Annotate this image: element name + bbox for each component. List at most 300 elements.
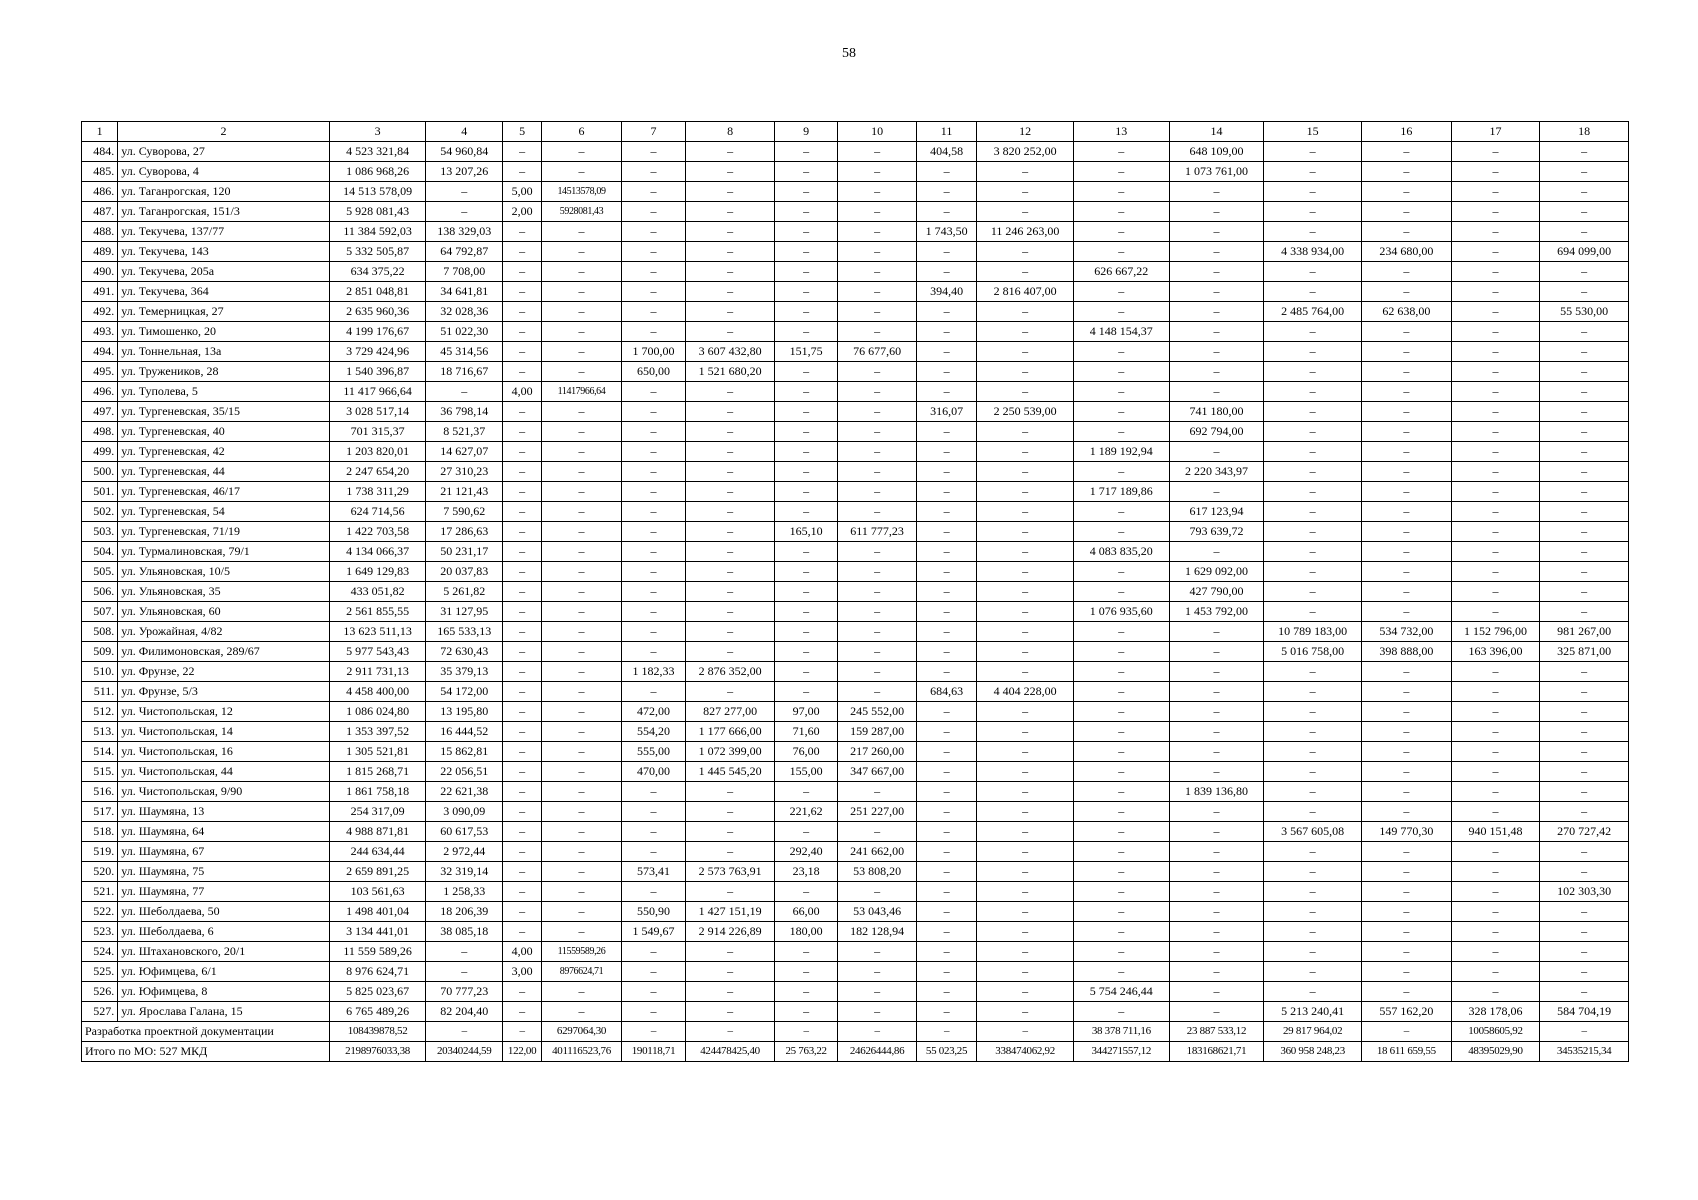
- value-cell: –: [542, 782, 622, 802]
- value-cell: 71,60: [774, 722, 837, 742]
- value-cell: 11 559 589,26: [329, 942, 426, 962]
- value-cell: –: [1362, 142, 1452, 162]
- table-row: [82, 662, 1629, 682]
- value-cell: –: [1362, 902, 1452, 922]
- value-cell: –: [542, 482, 622, 502]
- value-cell: –: [1362, 862, 1452, 882]
- value-cell: –: [1540, 422, 1629, 442]
- value-cell: 5 261,82: [426, 582, 503, 602]
- summary-value: –: [977, 1022, 1074, 1042]
- value-cell: –: [1264, 662, 1362, 682]
- value-cell: –: [1540, 702, 1629, 722]
- table-row: [82, 742, 1629, 762]
- value-cell: –: [916, 382, 976, 402]
- value-cell: –: [502, 882, 541, 902]
- value-cell: –: [1451, 842, 1540, 862]
- value-cell: 617 123,94: [1169, 502, 1264, 522]
- value-cell: –: [774, 282, 837, 302]
- value-cell: –: [1451, 662, 1540, 682]
- value-cell: –: [621, 502, 685, 522]
- value-cell: –: [1073, 162, 1169, 182]
- value-cell: 251 227,00: [838, 802, 917, 822]
- address-cell: ул. Тургеневская, 46/17: [118, 482, 330, 502]
- value-cell: –: [1073, 702, 1169, 722]
- table-row: [82, 642, 1629, 662]
- value-cell: –: [1540, 862, 1629, 882]
- value-cell: 51 022,30: [426, 322, 503, 342]
- row-number: 500.: [82, 462, 118, 482]
- summary-value: 6297064,30: [542, 1022, 622, 1042]
- value-cell: 13 207,26: [426, 162, 503, 182]
- value-cell: –: [542, 862, 622, 882]
- value-cell: –: [1451, 422, 1540, 442]
- value-cell: 433 051,82: [329, 582, 426, 602]
- value-cell: 163 396,00: [1451, 642, 1540, 662]
- value-cell: –: [838, 442, 917, 462]
- value-cell: –: [838, 282, 917, 302]
- column-header: 14: [1169, 122, 1264, 142]
- value-cell: –: [1451, 602, 1540, 622]
- value-cell: 11 384 592,03: [329, 222, 426, 242]
- value-cell: –: [542, 342, 622, 362]
- summary-value: 338474062,92: [977, 1042, 1074, 1062]
- value-cell: –: [1362, 782, 1452, 802]
- value-cell: 634 375,22: [329, 262, 426, 282]
- value-cell: –: [977, 602, 1074, 622]
- value-cell: –: [1169, 642, 1264, 662]
- value-cell: –: [1362, 722, 1452, 742]
- table-row: [82, 802, 1629, 822]
- value-cell: 1 152 796,00: [1451, 622, 1540, 642]
- value-cell: –: [1169, 222, 1264, 242]
- value-cell: –: [1451, 702, 1540, 722]
- value-cell: –: [686, 802, 775, 822]
- value-cell: –: [502, 922, 541, 942]
- column-header: 10: [838, 122, 917, 142]
- value-cell: –: [621, 822, 685, 842]
- value-cell: –: [977, 322, 1074, 342]
- value-cell: –: [1540, 762, 1629, 782]
- value-cell: 8976624,71: [542, 962, 622, 982]
- value-cell: 3 090,09: [426, 802, 503, 822]
- value-cell: –: [1451, 182, 1540, 202]
- value-cell: –: [1362, 202, 1452, 222]
- value-cell: –: [1451, 962, 1540, 982]
- value-cell: 347 667,00: [838, 762, 917, 782]
- table-row: [82, 902, 1629, 922]
- value-cell: –: [1451, 462, 1540, 482]
- value-cell: –: [1451, 482, 1540, 502]
- value-cell: 7 590,62: [426, 502, 503, 522]
- summary-value: 122,00: [502, 1042, 541, 1062]
- value-cell: –: [1362, 962, 1452, 982]
- value-cell: –: [977, 982, 1074, 1002]
- value-cell: 1 427 151,19: [686, 902, 775, 922]
- value-cell: –: [1451, 342, 1540, 362]
- value-cell: –: [916, 982, 976, 1002]
- value-cell: –: [838, 882, 917, 902]
- value-cell: –: [1073, 1002, 1169, 1022]
- value-cell: –: [1264, 722, 1362, 742]
- address-cell: ул. Ульяновская, 10/5: [118, 562, 330, 582]
- value-cell: 1 549,67: [621, 922, 685, 942]
- value-cell: –: [542, 582, 622, 602]
- value-cell: 1 540 396,87: [329, 362, 426, 382]
- value-cell: –: [774, 622, 837, 642]
- value-cell: –: [686, 602, 775, 622]
- value-cell: 18 716,67: [426, 362, 503, 382]
- summary-value: 29 817 964,02: [1264, 1022, 1362, 1042]
- value-cell: 53 808,20: [838, 862, 917, 882]
- row-number: 516.: [82, 782, 118, 802]
- address-cell: ул. Тружеников, 28: [118, 362, 330, 382]
- value-cell: 1 498 401,04: [329, 902, 426, 922]
- row-number: 489.: [82, 242, 118, 262]
- value-cell: 1 861 758,18: [329, 782, 426, 802]
- summary-value: 23 887 533,12: [1169, 1022, 1264, 1042]
- value-cell: 36 798,14: [426, 402, 503, 422]
- value-cell: –: [621, 282, 685, 302]
- value-cell: –: [977, 182, 1074, 202]
- value-cell: –: [1540, 562, 1629, 582]
- value-cell: –: [1073, 402, 1169, 422]
- value-cell: –: [621, 462, 685, 482]
- value-cell: –: [1264, 982, 1362, 1002]
- value-cell: –: [1362, 522, 1452, 542]
- value-cell: –: [1264, 422, 1362, 442]
- table-row: [82, 382, 1629, 402]
- value-cell: –: [774, 602, 837, 622]
- value-cell: 1 445 545,20: [686, 762, 775, 782]
- address-cell: ул. Шаумяна, 75: [118, 862, 330, 882]
- value-cell: –: [774, 962, 837, 982]
- summary-label: Итого по МО: 527 МКД: [82, 1042, 330, 1062]
- value-cell: 940 151,48: [1451, 822, 1540, 842]
- value-cell: –: [1073, 922, 1169, 942]
- value-cell: 182 128,94: [838, 922, 917, 942]
- value-cell: –: [1264, 742, 1362, 762]
- value-cell: –: [621, 442, 685, 462]
- value-cell: –: [542, 322, 622, 342]
- value-cell: 5 213 240,41: [1264, 1002, 1362, 1022]
- value-cell: 76,00: [774, 742, 837, 762]
- value-cell: –: [916, 662, 976, 682]
- value-cell: –: [1169, 202, 1264, 222]
- value-cell: –: [1169, 622, 1264, 642]
- value-cell: –: [1264, 542, 1362, 562]
- value-cell: –: [977, 562, 1074, 582]
- value-cell: –: [621, 262, 685, 282]
- value-cell: –: [502, 342, 541, 362]
- column-header: 6: [542, 122, 622, 142]
- value-cell: –: [1362, 762, 1452, 782]
- value-cell: –: [1169, 662, 1264, 682]
- value-cell: –: [621, 562, 685, 582]
- value-cell: 14 627,07: [426, 442, 503, 462]
- table-row: [82, 862, 1629, 882]
- row-number: 514.: [82, 742, 118, 762]
- table-row: [82, 762, 1629, 782]
- value-cell: –: [774, 142, 837, 162]
- value-cell: –: [1540, 342, 1629, 362]
- value-cell: –: [1451, 382, 1540, 402]
- row-number: 510.: [82, 662, 118, 682]
- value-cell: –: [838, 382, 917, 402]
- value-cell: –: [1362, 442, 1452, 462]
- value-cell: 10 789 183,00: [1264, 622, 1362, 642]
- row-number: 527.: [82, 1002, 118, 1022]
- value-cell: 27 310,23: [426, 462, 503, 482]
- address-cell: ул. Таганрогская, 120: [118, 182, 330, 202]
- value-cell: 234 680,00: [1362, 242, 1452, 262]
- table-row: [82, 142, 1629, 162]
- address-cell: ул. Штахановского, 20/1: [118, 942, 330, 962]
- value-cell: –: [621, 602, 685, 622]
- value-cell: –: [502, 482, 541, 502]
- value-cell: 2 485 764,00: [1264, 302, 1362, 322]
- value-cell: –: [774, 302, 837, 322]
- value-cell: –: [1073, 622, 1169, 642]
- row-number: 492.: [82, 302, 118, 322]
- address-cell: ул. Шаумяна, 13: [118, 802, 330, 822]
- value-cell: –: [542, 642, 622, 662]
- value-cell: –: [977, 902, 1074, 922]
- value-cell: –: [1451, 302, 1540, 322]
- value-cell: 4,00: [502, 942, 541, 962]
- row-number: 511.: [82, 682, 118, 702]
- value-cell: 45 314,56: [426, 342, 503, 362]
- summary-value: 108439878,52: [329, 1022, 426, 1042]
- value-cell: 701 315,37: [329, 422, 426, 442]
- summary-value: 190118,71: [621, 1042, 685, 1062]
- value-cell: –: [774, 782, 837, 802]
- row-number: 485.: [82, 162, 118, 182]
- value-cell: –: [916, 462, 976, 482]
- value-cell: –: [916, 722, 976, 742]
- value-cell: –: [686, 1002, 775, 1022]
- value-cell: –: [542, 302, 622, 322]
- value-cell: –: [1264, 342, 1362, 362]
- value-cell: 626 667,22: [1073, 262, 1169, 282]
- value-cell: –: [977, 802, 1074, 822]
- value-cell: 3 567 605,08: [1264, 822, 1362, 842]
- value-cell: –: [1169, 882, 1264, 902]
- value-cell: –: [977, 642, 1074, 662]
- value-cell: 1 182,33: [621, 662, 685, 682]
- column-header: 1: [82, 122, 118, 142]
- row-number: 497.: [82, 402, 118, 422]
- value-cell: 64 792,87: [426, 242, 503, 262]
- table-row: [82, 162, 1629, 182]
- value-cell: –: [916, 822, 976, 842]
- column-header: 8: [686, 122, 775, 142]
- value-cell: –: [502, 362, 541, 382]
- column-header: 13: [1073, 122, 1169, 142]
- value-cell: –: [1540, 942, 1629, 962]
- column-header: 5: [502, 122, 541, 142]
- value-cell: –: [1540, 282, 1629, 302]
- value-cell: –: [1540, 382, 1629, 402]
- value-cell: –: [621, 382, 685, 402]
- value-cell: –: [1264, 222, 1362, 242]
- value-cell: 555,00: [621, 742, 685, 762]
- value-cell: –: [542, 682, 622, 702]
- row-number: 487.: [82, 202, 118, 222]
- value-cell: 4 338 934,00: [1264, 242, 1362, 262]
- value-cell: –: [1169, 542, 1264, 562]
- value-cell: –: [502, 862, 541, 882]
- value-cell: 2 911 731,13: [329, 662, 426, 682]
- value-cell: –: [621, 642, 685, 662]
- value-cell: –: [1362, 562, 1452, 582]
- value-cell: –: [686, 302, 775, 322]
- value-cell: –: [621, 482, 685, 502]
- value-cell: 4 458 400,00: [329, 682, 426, 702]
- value-cell: –: [542, 282, 622, 302]
- value-cell: –: [1169, 742, 1264, 762]
- table-row: [82, 202, 1629, 222]
- value-cell: 1 839 136,80: [1169, 782, 1264, 802]
- value-cell: 72 630,43: [426, 642, 503, 662]
- address-cell: ул. Чистопольская, 9/90: [118, 782, 330, 802]
- value-cell: 292,40: [774, 842, 837, 862]
- value-cell: –: [1169, 702, 1264, 722]
- table-row: [82, 182, 1629, 202]
- value-cell: –: [426, 962, 503, 982]
- value-cell: 470,00: [621, 762, 685, 782]
- value-cell: –: [1169, 842, 1264, 862]
- value-cell: –: [774, 542, 837, 562]
- value-cell: –: [1169, 382, 1264, 402]
- value-cell: –: [1362, 262, 1452, 282]
- value-cell: 14513578,09: [542, 182, 622, 202]
- address-cell: ул. Тургеневская, 44: [118, 462, 330, 482]
- value-cell: 2 972,44: [426, 842, 503, 862]
- table-row: [82, 602, 1629, 622]
- address-cell: ул. Тимошенко, 20: [118, 322, 330, 342]
- value-cell: –: [1073, 782, 1169, 802]
- value-cell: –: [1451, 242, 1540, 262]
- value-cell: –: [838, 182, 917, 202]
- value-cell: –: [542, 242, 622, 262]
- value-cell: –: [977, 462, 1074, 482]
- value-cell: –: [1451, 942, 1540, 962]
- summary-value: 401116523,76: [542, 1042, 622, 1062]
- value-cell: –: [1540, 582, 1629, 602]
- value-cell: 5 754 246,44: [1073, 982, 1169, 1002]
- value-cell: –: [838, 142, 917, 162]
- value-cell: –: [1362, 582, 1452, 602]
- value-cell: –: [838, 482, 917, 502]
- value-cell: –: [916, 502, 976, 522]
- value-cell: 1 815 268,71: [329, 762, 426, 782]
- value-cell: –: [774, 982, 837, 1002]
- address-cell: ул. Урожайная, 4/82: [118, 622, 330, 642]
- value-cell: –: [977, 922, 1074, 942]
- value-cell: –: [686, 582, 775, 602]
- value-cell: –: [1540, 662, 1629, 682]
- value-cell: –: [774, 642, 837, 662]
- row-number: 491.: [82, 282, 118, 302]
- value-cell: –: [838, 962, 917, 982]
- value-cell: 611 777,23: [838, 522, 917, 542]
- value-cell: –: [542, 662, 622, 682]
- value-cell: –: [774, 882, 837, 902]
- value-cell: –: [542, 162, 622, 182]
- value-cell: –: [686, 382, 775, 402]
- value-cell: –: [916, 962, 976, 982]
- value-cell: –: [1073, 562, 1169, 582]
- value-cell: 1 743,50: [916, 222, 976, 242]
- value-cell: –: [686, 562, 775, 582]
- summary-value: –: [426, 1022, 503, 1042]
- value-cell: –: [542, 462, 622, 482]
- value-cell: –: [977, 962, 1074, 982]
- value-cell: –: [621, 582, 685, 602]
- value-cell: –: [1451, 902, 1540, 922]
- value-cell: –: [1169, 322, 1264, 342]
- value-cell: –: [1362, 602, 1452, 622]
- value-cell: 245 552,00: [838, 702, 917, 722]
- value-cell: –: [621, 202, 685, 222]
- value-cell: 155,00: [774, 762, 837, 782]
- value-cell: –: [1264, 702, 1362, 722]
- value-cell: –: [502, 762, 541, 782]
- value-cell: –: [1362, 402, 1452, 422]
- value-cell: –: [916, 342, 976, 362]
- value-cell: –: [1264, 602, 1362, 622]
- value-cell: –: [838, 782, 917, 802]
- address-cell: ул. Турмалиновская, 79/1: [118, 542, 330, 562]
- column-header: 17: [1451, 122, 1540, 142]
- value-cell: 4 404 228,00: [977, 682, 1074, 702]
- value-cell: 1 086 968,26: [329, 162, 426, 182]
- value-cell: –: [838, 302, 917, 322]
- table-row: [82, 622, 1629, 642]
- value-cell: –: [502, 622, 541, 642]
- value-cell: –: [774, 662, 837, 682]
- value-cell: –: [1362, 422, 1452, 442]
- value-cell: –: [1264, 322, 1362, 342]
- value-cell: –: [1264, 862, 1362, 882]
- value-cell: –: [542, 602, 622, 622]
- row-number: 505.: [82, 562, 118, 582]
- value-cell: –: [1264, 562, 1362, 582]
- address-cell: ул. Тургеневская, 54: [118, 502, 330, 522]
- value-cell: –: [977, 362, 1074, 382]
- value-cell: –: [621, 842, 685, 862]
- value-cell: 35 379,13: [426, 662, 503, 682]
- value-cell: –: [1264, 962, 1362, 982]
- summary-value: –: [686, 1022, 775, 1042]
- value-cell: –: [916, 182, 976, 202]
- summary-value: –: [774, 1022, 837, 1042]
- value-cell: –: [621, 982, 685, 1002]
- page-number: 58: [842, 46, 856, 61]
- value-cell: –: [1073, 662, 1169, 682]
- value-cell: –: [502, 402, 541, 422]
- value-cell: –: [774, 322, 837, 342]
- value-cell: –: [1073, 842, 1169, 862]
- value-cell: –: [1540, 842, 1629, 862]
- value-cell: –: [1451, 502, 1540, 522]
- value-cell: –: [977, 502, 1074, 522]
- value-cell: –: [502, 982, 541, 1002]
- value-cell: –: [542, 562, 622, 582]
- value-cell: –: [774, 1002, 837, 1022]
- value-cell: –: [1451, 362, 1540, 382]
- value-cell: –: [1169, 982, 1264, 1002]
